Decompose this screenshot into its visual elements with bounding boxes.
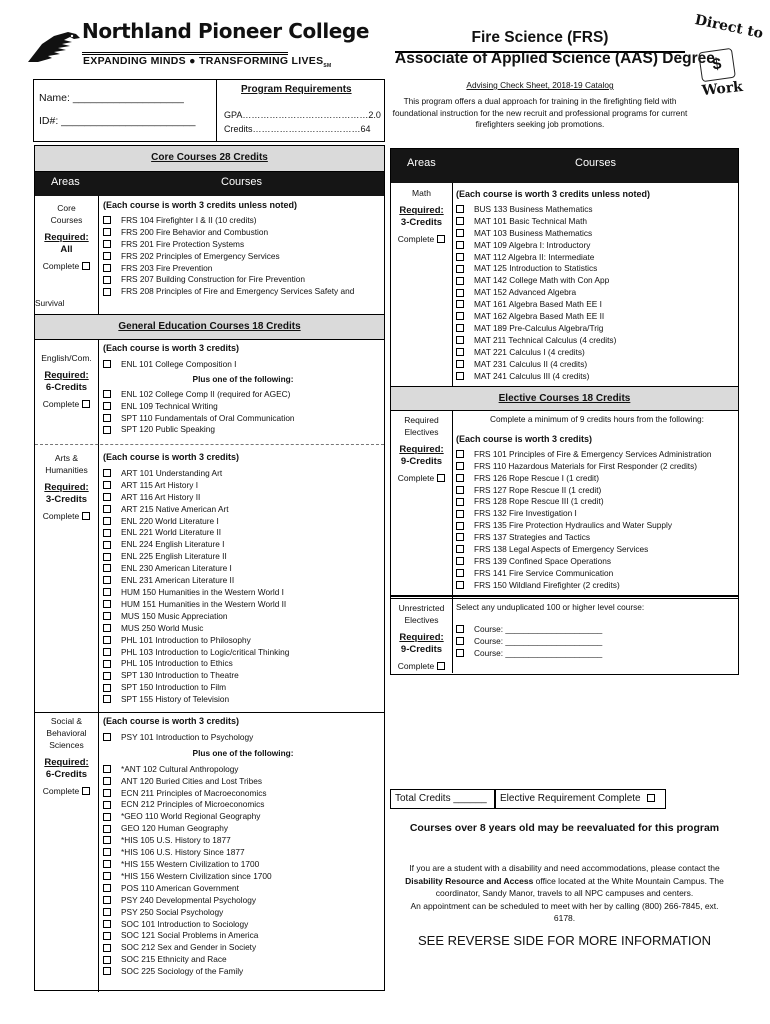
unrestricted-course-item [456, 636, 738, 648]
course-label: MAT 162 Algebra Based Math EE II [474, 311, 605, 322]
course-label: FRS 110 Hazardous Materials for First Responder (2 credits) [474, 460, 698, 471]
arts-course-item [103, 539, 383, 551]
course-label: FRS 126 Rope Rescue I (1 credit) [474, 472, 599, 483]
id-field[interactable]: ID#: _______________________ [39, 115, 196, 127]
course-checkbox[interactable] [103, 789, 111, 797]
course-label: *HIS 105 U.S. History to 1877 [121, 835, 231, 846]
course-checkbox[interactable] [103, 624, 111, 632]
course-label: FRS 207 Building Construction for Fire Prevention [121, 274, 306, 285]
unrestricted-area-cell: Unrestricted Electives Required: 9-Credits Complete [397, 603, 445, 671]
course-label: MAT 221 Calculus I (4 credits) [474, 346, 585, 357]
math-course-item [456, 335, 738, 347]
elective-course-item [456, 473, 738, 485]
social-course-item [103, 907, 383, 919]
course-checkbox[interactable] [103, 612, 111, 620]
elective-band: Elective Courses 18 Credits [391, 386, 738, 411]
math-course-item [456, 252, 738, 264]
course-checkbox[interactable] [456, 300, 464, 308]
course-label: MUS 250 World Music [121, 622, 204, 633]
course-checkbox[interactable] [103, 836, 111, 844]
course-checkbox[interactable] [456, 533, 464, 541]
course-checkbox[interactable] [456, 360, 464, 368]
course-checkbox[interactable] [456, 498, 464, 506]
social-course-item [103, 895, 383, 907]
social-course-item [103, 835, 383, 847]
course-label: ENL 230 American Literature I [121, 563, 232, 574]
course-checkbox[interactable] [103, 765, 111, 773]
course-checkbox[interactable] [103, 872, 111, 880]
course-label: MAT 125 Introduction to Statistics [474, 263, 598, 274]
course-checkbox[interactable] [103, 402, 111, 410]
course-checkbox[interactable] [103, 414, 111, 422]
course-checkbox[interactable] [103, 672, 111, 680]
math-course-item [456, 275, 738, 287]
course-label: ENL 101 College Composition I [121, 358, 237, 369]
arts-course-item [103, 504, 383, 516]
social-course-item [103, 811, 383, 823]
elective-course-item [456, 556, 738, 568]
course-label: MAT 241 Calculus III (4 credits) [474, 370, 590, 381]
arts-complete-checkbox[interactable] [82, 512, 90, 520]
left-course-table [34, 145, 385, 991]
gpa-requirement: GPA……………………………………2.0 [224, 110, 381, 120]
elective-course-item [456, 544, 738, 556]
course-label: FRS 201 Fire Protection Systems [121, 238, 245, 249]
course-checkbox[interactable] [103, 932, 111, 940]
course-label: ENL 231 American Literature II [121, 575, 235, 586]
elective-course-list: Complete a minimum of 9 credits hours from the following: (Each course is worth 3 credits) FRS 101 Principles of Fire & Emergency Services Administration FRS 110 Hazardous Materials for First Responder (2 credits) FRS 126 Rope Rescue I (1 credit) FRS 127 Rope Rescue II (1 credit) FRS 128 Rope Rescue III (1 credit) FRS 132 Fire Investigation I FRS 135 Fire Protection Hydraulics and Water Supply FRS 137 Strategies and Tactics FRS 138 Legal Aspects of Emergency Services FRS 139 Confined Space Operations FRS 141 Fire Service Communication FRS 150 Wildland Firefighter (2 credits) [456, 414, 738, 592]
student-info-box [33, 79, 385, 142]
course-checkbox[interactable] [103, 276, 111, 284]
social-course-item [103, 764, 383, 776]
gened-band: General Education Courses 18 Credits [35, 314, 384, 340]
course-label: ENL 220 World Literature I [121, 515, 219, 526]
english-course-item [103, 401, 383, 413]
course-label: POS 110 American Government [121, 882, 239, 893]
credits-requirement: Credits………………………………64 [224, 124, 371, 134]
course-checkbox[interactable] [456, 324, 464, 332]
course-checkbox[interactable] [103, 264, 111, 272]
math-course-item [456, 263, 738, 275]
arts-course-item [103, 516, 383, 528]
course-label: ECN 211 Principles of Macroeconomics [121, 787, 267, 798]
arts-course-item [103, 563, 383, 575]
course-label: PHL 103 Introduction to Logic/critical Thinking [121, 646, 290, 657]
course-checkbox[interactable] [456, 241, 464, 249]
course-checkbox[interactable] [456, 637, 464, 645]
social-course-item [103, 883, 383, 895]
math-course-item [456, 347, 738, 359]
social-course-item [103, 859, 383, 871]
course-checkbox[interactable] [103, 553, 111, 561]
course-label: MAT 103 Business Mathematics [474, 227, 593, 238]
course-checkbox[interactable] [103, 505, 111, 513]
course-label: MUS 150 Music Appreciation [121, 610, 228, 621]
english-complete-checkbox[interactable] [82, 400, 90, 408]
course-checkbox[interactable] [103, 801, 111, 809]
course-checkbox[interactable] [456, 581, 464, 589]
elective-course-item [456, 496, 738, 508]
course-checkbox[interactable] [456, 545, 464, 553]
course-label: FRS 203 Fire Prevention [121, 262, 213, 273]
course-checkbox[interactable] [103, 860, 111, 868]
social-course-item [103, 823, 383, 835]
math-course-item [456, 323, 738, 335]
course-label: MAT 211 Technical Calculus (4 credits) [474, 334, 617, 345]
arts-course-item [103, 492, 383, 504]
course-checkbox[interactable] [456, 486, 464, 494]
social-area-cell: Social & Behavioral Sciences Required: 6-Credits Complete [42, 716, 89, 796]
course-label: HUM 150 Humanities in the Western World I [121, 586, 284, 597]
arts-course-item [103, 682, 383, 694]
arts-course-item [103, 658, 383, 670]
course-label: FRS 132 Fire Investigation I [474, 508, 577, 519]
course-label: FRS 200 Fire Behavior and Combustion [121, 226, 269, 237]
total-credits-box[interactable]: Total Credits ______ [390, 789, 495, 809]
course-checkbox[interactable] [103, 648, 111, 656]
course-label: SPT 130 Introduction to Theatre [121, 670, 239, 681]
course-label: FRS 137 Strategies and Tactics [474, 532, 591, 543]
core-complete-checkbox[interactable] [82, 262, 90, 270]
unrestricted-course-item [456, 648, 738, 660]
math-course-item [456, 299, 738, 311]
social-course-item [103, 788, 383, 800]
course-checkbox[interactable] [103, 956, 111, 964]
math-course-item [456, 228, 738, 240]
course-label: SPT 150 Introduction to Film [121, 682, 226, 693]
course-label: FRS 150 Wildland Firefighter (2 credits) [474, 579, 620, 590]
college-name: Northland Pioneer College [82, 19, 370, 43]
course-label: FRS 202 Principles of Emergency Services [121, 250, 280, 261]
arts-course-item [103, 480, 383, 492]
course-label: FRS 127 Rope Rescue II (1 credit) [474, 484, 602, 495]
social-course-item [103, 919, 383, 931]
arts-course-item [103, 468, 383, 480]
course-label: MAT 231 Calculus II (4 credits) [474, 358, 588, 369]
math-course-list: (Each course is worth 3 credits unless noted) BUS 133 Business Mathematics MAT 101 Basic Technical Math MAT 103 Business Mathematics MAT 109 Algebra I: Introductory MAT 112 Algebra II: Intermediate MAT 125 Introduction to Statistics MAT 142 College Math with Con App MAT 152 Advanced Algebra MAT 161 Algebra Based Math EE I MAT 162 Algebra Based Math EE II MAT 189 Pre-Calculus Algebra/Trig MAT 211 Technical Calculus (4 credits) MAT 221 Calculus I (4 credits) MAT 231 Calculus II (4 credits) MAT 241 Calculus III (4 credits) [456, 189, 738, 383]
program-description: This program offers a dual approach for training in the firefighting field with foundational instruction for the new recruit and professional programs for current firefighters seeking job promotions. [392, 96, 688, 129]
arts-area-cell: Arts & Humanities Required: 3-Credits Complete [42, 453, 89, 521]
course-checkbox[interactable] [103, 884, 111, 892]
course-checkbox[interactable] [456, 253, 464, 261]
course-checkbox[interactable] [456, 348, 464, 356]
core-course-item [103, 215, 383, 227]
core-band: Core Courses 28 Credits [35, 146, 384, 172]
course-checkbox[interactable] [103, 390, 111, 398]
core-course-item [103, 251, 383, 263]
course-checkbox[interactable] [103, 541, 111, 549]
math-course-item [456, 216, 738, 228]
course-label: MAT 142 College Math with Con App [474, 275, 610, 286]
course-checkbox[interactable] [103, 920, 111, 928]
course-checkbox[interactable] [456, 649, 464, 657]
course-checkbox[interactable] [456, 205, 464, 213]
math-course-item [456, 359, 738, 371]
course-checkbox[interactable] [103, 426, 111, 434]
core-course-item [103, 227, 383, 239]
course-label: ENL 221 World Literature II [121, 527, 222, 538]
course-checkbox[interactable] [456, 450, 464, 458]
social-course-item [103, 732, 383, 744]
math-course-item [456, 371, 738, 383]
course-checkbox[interactable] [456, 372, 464, 380]
course-label: GEO 120 Human Geography [121, 823, 228, 834]
course-checkbox[interactable] [456, 462, 464, 470]
core-course-list: (Each course is worth 3 credits unless noted) FRS 104 Firefighter I & II (10 credits) FRS 200 Fire Behavior and Combustion FRS 201 Fire Protection Systems FRS 202 Principles of Emergency Services FRS 203 Fire Prevention FRS 207 Building Construction for Fire Prevention FRS 208 Principles of Fire and Emergency Services Safety and Survival [103, 200, 383, 310]
arts-course-item [103, 587, 383, 599]
course-label: FRS 135 Fire Protection Hydraulics and Water Supply [474, 520, 672, 531]
core-course-item [103, 239, 383, 251]
reverse-side-note: SEE REVERSE SIDE FOR MORE INFORMATION [417, 933, 711, 948]
elective-course-item [456, 568, 738, 580]
course-label: ART 116 Art History II [121, 491, 201, 502]
arts-course-item [103, 694, 383, 706]
math-course-item [456, 240, 738, 252]
course-checkbox[interactable] [103, 684, 111, 692]
course-checkbox[interactable] [103, 660, 111, 668]
course-checkbox[interactable] [103, 240, 111, 248]
course-checkbox[interactable] [103, 695, 111, 703]
course-checkbox[interactable] [103, 493, 111, 501]
elective-requirement-label: Elective Requirement Complete [500, 793, 655, 805]
course-checkbox[interactable] [103, 813, 111, 821]
course-checkbox[interactable] [103, 600, 111, 608]
course-checkbox[interactable] [103, 252, 111, 260]
english-area-cell: English/Com. Required: 6-Credits Complete [41, 353, 92, 409]
course-checkbox[interactable] [103, 360, 111, 368]
course-label: FRS 141 Fire Service Communication [474, 567, 614, 578]
social-complete-checkbox[interactable] [82, 787, 90, 795]
course-checkbox[interactable] [456, 510, 464, 518]
direct-to-work-stamp: Direct to $ Work [693, 11, 765, 100]
course-checkbox[interactable] [456, 265, 464, 273]
english-course-item [103, 389, 383, 401]
course-checkbox[interactable] [456, 522, 464, 530]
course-label: FRS 208 Principles of Fire and Emergency Services Safety and [121, 286, 355, 297]
course-label: MAT 161 Algebra Based Math EE I [474, 299, 602, 310]
course-label: ART 115 Art History I [121, 479, 199, 490]
course-label: ART 101 Understanding Art [121, 467, 223, 478]
course-checkbox[interactable] [456, 312, 464, 320]
social-course-item [103, 871, 383, 883]
course-label: BUS 133 Business Mathematics [474, 203, 593, 214]
course-checkbox[interactable] [103, 825, 111, 833]
course-label: Course: _____________________ [474, 635, 603, 646]
course-label: *HIS 106 U.S. History Since 1877 [121, 847, 245, 858]
math-course-item [456, 204, 738, 216]
social-course-item [103, 776, 383, 788]
course-checkbox[interactable] [103, 529, 111, 537]
english-course-list: (Each course is worth 3 credits) ENL 101 College Composition I Plus one of the following: ENL 102 College Comp II (required for AGEC) ENL 109 Technical Writing SPT 110 Fundamentals of Oral Communication SPT 120 Public Speaking [103, 343, 383, 436]
course-checkbox[interactable] [103, 896, 111, 904]
core-course-item [103, 263, 383, 275]
course-label: MAT 189 Pre-Calculus Algebra/Trig [474, 322, 604, 333]
elective-course-item [456, 520, 738, 532]
course-checkbox[interactable] [103, 228, 111, 236]
course-label: MAT 109 Algebra I: Introductory [474, 239, 591, 250]
social-course-item [103, 799, 383, 811]
catalog-label: Advising Check Sheet, 2018-19 Catalog [466, 80, 614, 90]
unrestricted-electives-row [390, 596, 739, 675]
course-checkbox[interactable] [103, 848, 111, 856]
course-checkbox[interactable] [456, 336, 464, 344]
elective-course-item [456, 580, 738, 592]
arts-course-item [103, 670, 383, 682]
course-label: PSY 101 Introduction to Psychology [121, 731, 254, 742]
course-checkbox[interactable] [456, 217, 464, 225]
course-checkbox[interactable] [456, 625, 464, 633]
course-label: PHL 101 Introduction to Philosophy [121, 634, 251, 645]
course-checkbox[interactable] [103, 216, 111, 224]
degree-title: Associate of Applied Science (AAS) Degree [395, 50, 715, 67]
course-label: SOC 215 Ethnicity and Race [121, 954, 227, 965]
course-label: SOC 101 Introduction to Sociology [121, 918, 249, 929]
course-label: SPT 155 History of Television [121, 694, 230, 705]
course-label: MAT 152 Advanced Algebra [474, 287, 577, 298]
disability-notice: If you are a student with a disability and need accommodations, please contact the Disability Resource and Access office located at the White Mountain Campus. The coordinator, Sandy Manor, travels to all NPC campuses and centers. An appointment can be scheduled to meet with her by calling (800) 266-7845, ext. 6178. [405, 863, 724, 923]
social-course-item [103, 954, 383, 966]
course-label: PHL 105 Introduction to Ethics [121, 658, 233, 669]
course-label: ENL 224 English Literature I [121, 539, 225, 550]
course-label: ANT 120 Buried Cities and Lost Tribes [121, 775, 262, 786]
right-column-header: Areas Courses [391, 149, 738, 183]
course-label: PSY 240 Developmental Psychology [121, 894, 256, 905]
elective-requirement-box [495, 789, 666, 809]
program-requirements-title: Program Requirements [241, 84, 352, 95]
course-label: SPT 120 Public Speaking [121, 424, 215, 435]
elective-course-item [456, 532, 738, 544]
course-checkbox[interactable] [103, 517, 111, 525]
unrestricted-course-item [456, 624, 738, 636]
course-checkbox[interactable] [103, 288, 111, 296]
arts-course-item [103, 575, 383, 587]
course-label: SOC 121 Social Problems in America [121, 930, 259, 941]
elective-requirement-checkbox[interactable] [647, 794, 655, 802]
course-label: SOC 225 Sociology of the Family [121, 966, 244, 977]
core-course-item [103, 286, 383, 298]
elective-complete-checkbox[interactable] [437, 474, 445, 482]
math-complete-checkbox[interactable] [437, 235, 445, 243]
elective-course-item [456, 449, 738, 461]
course-label: MAT 101 Basic Technical Math [474, 215, 587, 226]
course-label: ENL 225 English Literature II [121, 551, 227, 562]
course-label: FRS 128 Rope Rescue III (1 credit) [474, 496, 604, 507]
course-label: ENL 109 Technical Writing [121, 400, 218, 411]
course-label: ECN 212 Principles of Microeconomics [121, 799, 265, 810]
logo-divider [82, 52, 288, 55]
social-course-list: (Each course is worth 3 credits) PSY 101 Introduction to Psychology Plus one of the following: *ANT 102 Cultural Anthropology ANT 120 Buried Cities and Lost Tribes ECN 211 Principles of Macroeconomics ECN 212 Principles of Microeconomics *GEO 110 World Regional Geography GEO 120 Human Geography *HIS 105 U.S. History to 1877 *HIS 106 U.S. History Since 1877 *HIS 155 Western Civilization to 1700 *HIS 156 Western Civilization since 1700 POS 110 American Government PSY 240 Developmental Psychology PSY 250 Social Psychology SOC 101 Introduction to Sociology SOC 121 Social Problems in America SOC 212 Sex and Gender in Society SOC 215 Ethnicity and Race SOC 225 Sociology of the Family [103, 716, 383, 978]
elective-area-cell: Required Electives Required: 9-Credits Complete [397, 415, 444, 483]
course-label: Course: _____________________ [474, 623, 603, 634]
arts-course-item [103, 551, 383, 563]
core-area-cell: Core Courses Required: All Complete [42, 203, 89, 271]
course-label: HUM 151 Humanities in the Western World II [121, 598, 287, 609]
course-label: FRS 139 Confined Space Operations [474, 555, 611, 566]
course-label: ENL 102 College Comp II (required for AGEC) [121, 388, 291, 399]
course-label: *GEO 110 World Regional Geography [121, 811, 261, 822]
elective-course-item [456, 485, 738, 497]
arts-course-item [103, 611, 383, 623]
course-label: *HIS 156 Western Civilization since 1700 [121, 870, 272, 881]
math-course-item [456, 311, 738, 323]
program-title: Fire Science (FRS) [471, 29, 609, 46]
course-label: Course: _____________________ [474, 647, 603, 658]
arts-course-list: (Each course is worth 3 credits) ART 101 Understanding Art ART 115 Art History I ART 116 Art History II ART 215 Native American Art ENL 220 World Literature I ENL 221 World Literature II ENL 224 English Literature I ENL 225 English Literature II ENL 230 American Literature I ENL 231 American Literature II HUM 150 Humanities in the Western World I HUM 151 Humanities in the Western World II MUS 150 Music Appreciation MUS 250 World Music PHL 101 Introduction to Philosophy PHL 103 Introduction to Logic/critical Thinking PHL 105 Introduction to Ethics SPT 130 Introduction to Theatre SPT 150 Introduction to Film SPT 155 History of Television [103, 452, 383, 706]
course-label: SPT 110 Fundamentals of Oral Communication [121, 412, 295, 423]
social-course-item [103, 942, 383, 954]
core-course-item [103, 274, 383, 286]
course-label: *HIS 155 Western Civilization to 1700 [121, 858, 260, 869]
name-field[interactable]: Name: ___________________ [39, 92, 184, 104]
course-label: MAT 112 Algebra II: Intermediate [474, 251, 595, 262]
course-label: FRS 101 Principles of Fire & Emergency Services Administration [474, 448, 712, 459]
course-label: ART 215 Native American Art [121, 503, 229, 514]
english-course-item [103, 413, 383, 425]
course-checkbox[interactable] [456, 229, 464, 237]
course-checkbox[interactable] [103, 908, 111, 916]
elective-course-item [456, 508, 738, 520]
course-checkbox[interactable] [456, 474, 464, 482]
core-column-header: Areas Courses [35, 172, 384, 196]
elective-course-item [456, 461, 738, 473]
course-checkbox[interactable] [103, 469, 111, 477]
course-checkbox[interactable] [103, 944, 111, 952]
course-checkbox[interactable] [103, 481, 111, 489]
course-label: FRS 104 Firefighter I & II (10 credits) [121, 214, 257, 225]
course-checkbox[interactable] [103, 576, 111, 584]
arts-course-item [103, 647, 383, 659]
course-checkbox[interactable] [456, 289, 464, 297]
course-checkbox[interactable] [103, 588, 111, 596]
math-area-cell: Math Required: 3-Credits Complete [397, 188, 444, 244]
college-tagline: EXPANDING MINDS ● TRANSFORMING $LIVES_{SM}$ [83, 55, 332, 70]
course-checkbox[interactable] [103, 967, 111, 975]
course-checkbox[interactable] [456, 569, 464, 577]
reevaluation-notice: Courses over 8 years old may be reevaluated for this program [409, 822, 720, 834]
arts-course-item [103, 635, 383, 647]
course-label: *ANT 102 Cultural Anthropology [121, 763, 239, 774]
course-label: PSY 250 Social Psychology [121, 906, 224, 917]
unrestricted-complete-checkbox[interactable] [437, 662, 445, 670]
course-checkbox[interactable] [103, 733, 111, 741]
course-label: FRS 138 Legal Aspects of Emergency Services [474, 544, 649, 555]
social-course-item [103, 930, 383, 942]
course-checkbox[interactable] [103, 636, 111, 644]
eagle-logo-icon [24, 22, 82, 68]
course-checkbox[interactable] [103, 777, 111, 785]
english-course-item [103, 424, 383, 436]
course-checkbox[interactable] [103, 564, 111, 572]
english-course-item [103, 359, 383, 371]
arts-course-item [103, 527, 383, 539]
arts-course-item [103, 623, 383, 635]
arts-course-item [103, 599, 383, 611]
right-course-table [390, 148, 739, 596]
social-course-item [103, 847, 383, 859]
course-label: SOC 212 Sex and Gender in Society [121, 942, 257, 953]
unrestricted-course-list: Select any unduplicated 100 or higher level course: Course: _____________________ Course: _____________________ Course: _____________________ [456, 602, 738, 660]
math-course-item [456, 287, 738, 299]
course-checkbox[interactable] [456, 557, 464, 565]
course-checkbox[interactable] [456, 277, 464, 285]
social-course-item [103, 966, 383, 978]
